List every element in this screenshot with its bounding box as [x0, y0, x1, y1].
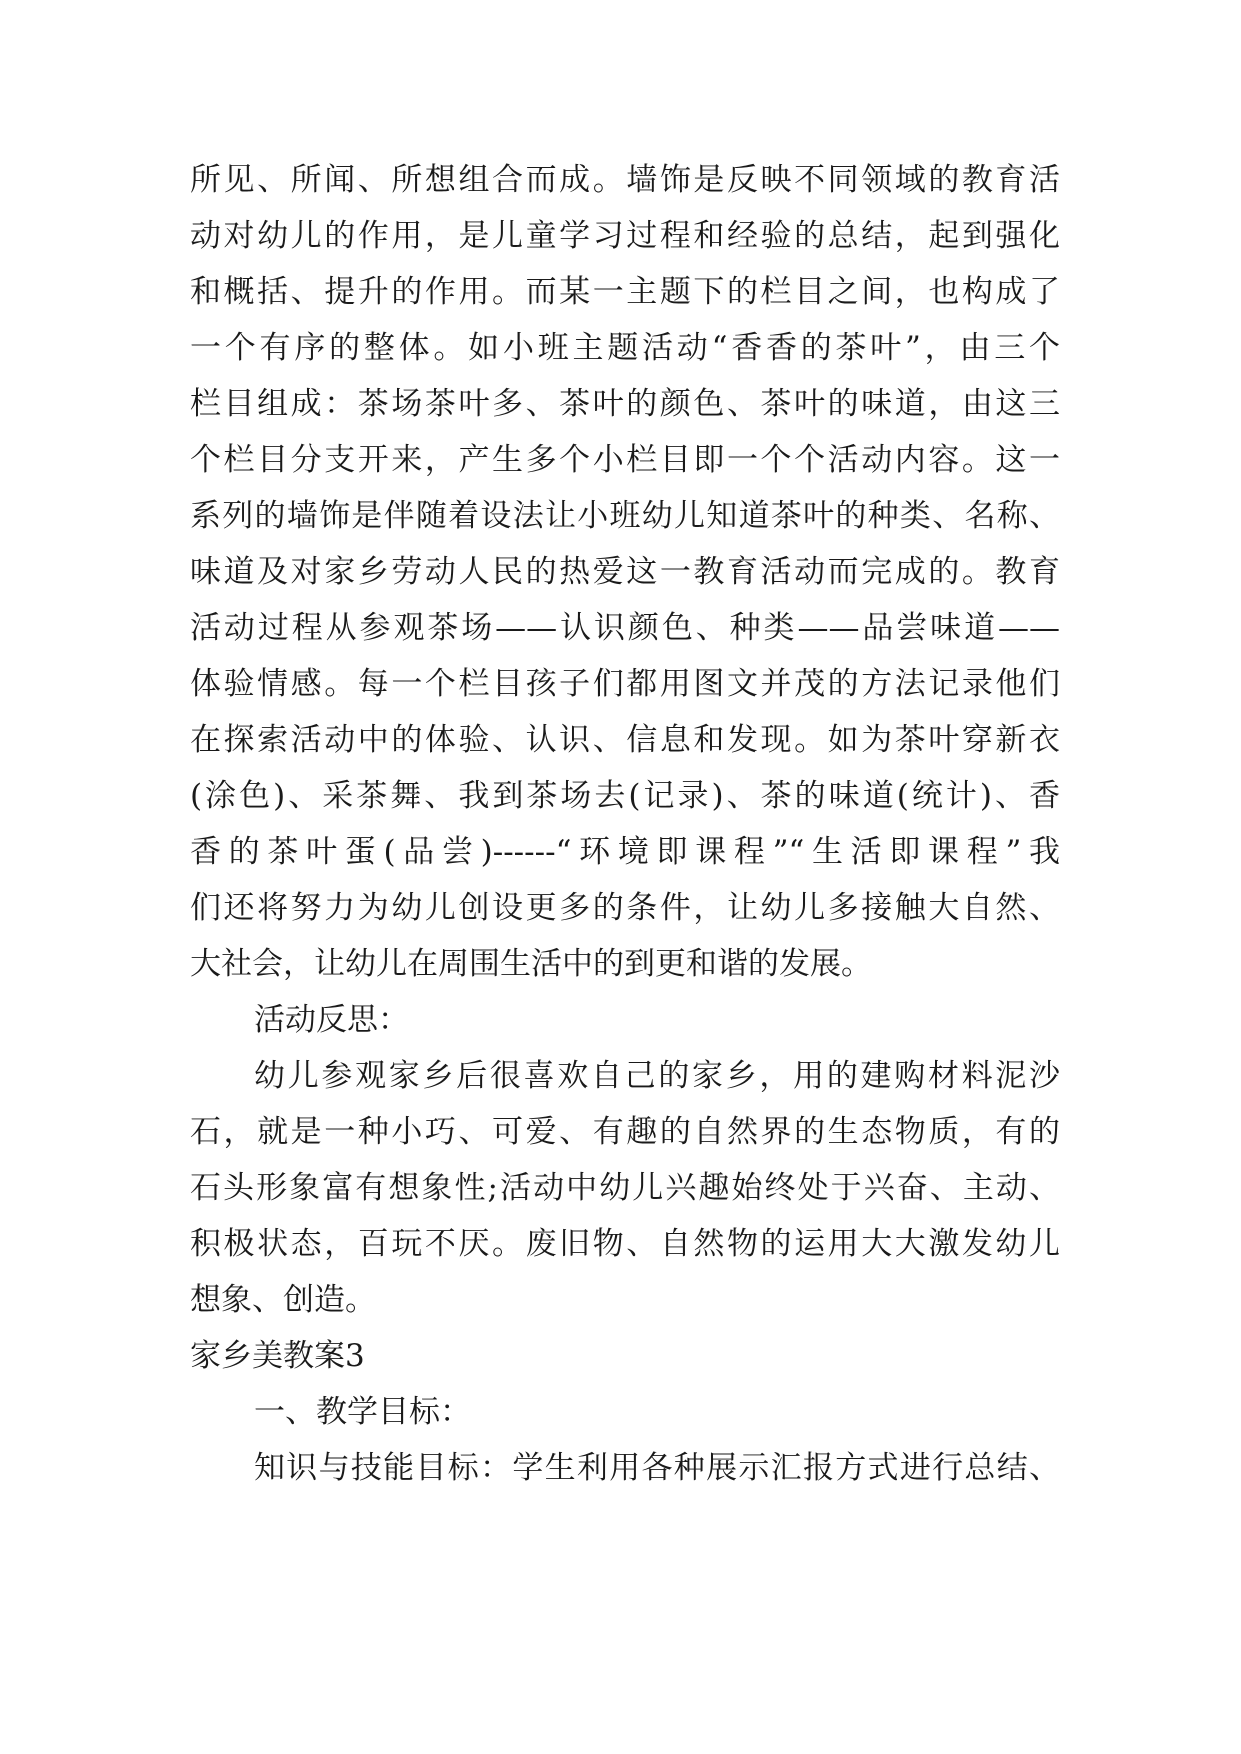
paragraph-line: 个栏目分支开来，产生多个小栏目即一个个活动内容。这一 — [190, 442, 1060, 478]
paragraph-line: 动对幼儿的作用，是儿童学习过程和经验的总结，起到强化 — [190, 218, 1060, 254]
paragraph-wall-decoration — [190, 152, 1060, 992]
paragraph-line: 味道及对家乡劳动人民的热爱这一教育活动而完成的。教育 — [190, 554, 1060, 590]
document-body — [190, 152, 1060, 1496]
objectives-heading: 一、教学目标： — [254, 1394, 471, 1430]
paragraph-line: 活动过程从参观茶场——认识颜色、种类——品尝味道—— — [190, 610, 1060, 646]
paragraph-line: 系列的墙饰是伴随着设法让小班幼儿知道茶叶的种类、名称、 — [190, 498, 1060, 534]
paragraph-line: 和概括、提升的作用。而某一主题下的栏目之间，也构成了 — [190, 274, 1060, 310]
paragraph-line: 石，就是一种小巧、可爱、有趣的自然界的生态物质，有的 — [190, 1114, 1060, 1150]
paragraph-line: 石头形象富有想象性;活动中幼儿兴趣始终处于兴奋、主动、 — [190, 1170, 1060, 1206]
paragraph-reflection — [190, 1048, 1060, 1328]
paragraph-line: 们还将努力为幼儿创设更多的条件，让幼儿多接触大自然、 — [190, 890, 1060, 926]
paragraph-line: 所见、所闻、所想组合而成。墙饰是反映不同领域的教育活 — [190, 162, 1060, 198]
paragraph-line: 栏目组成：茶场茶叶多、茶叶的颜色、茶叶的味道，由这三 — [190, 386, 1060, 422]
section-title: 家乡美教案3 — [190, 1338, 365, 1374]
reflection-heading: 活动反思： — [254, 1002, 409, 1038]
paragraph-line: 一个有序的整体。如小班主题活动“香香的茶叶”，由三个 — [190, 330, 1060, 366]
paragraph-line: 大社会，让幼儿在周围生活中的到更和谐的发展。 — [190, 946, 872, 982]
paragraph-line: 在探索活动中的体验、认识、信息和发现。如为茶叶穿新衣 — [190, 722, 1060, 758]
paragraph-line: 香的茶叶蛋(品尝)------“环境即课程”“生活即课程”我 — [190, 834, 1060, 870]
paragraph-line: 想象、创造。 — [190, 1282, 376, 1318]
paragraph-line: 体验情感。每一个栏目孩子们都用图文并茂的方法记录他们 — [190, 666, 1060, 702]
paragraph-line: 幼儿参观家乡后很喜欢自己的家乡，用的建购材料泥沙 — [254, 1058, 1060, 1094]
objective-line: 知识与技能目标：学生利用各种展示汇报方式进行总结、 — [254, 1450, 1060, 1486]
paragraph-line: (涂色)、采茶舞、我到茶场去(记录)、茶的味道(统计)、香 — [190, 778, 1060, 814]
paragraph-line: 积极状态，百玩不厌。废旧物、自然物的运用大大激发幼儿 — [190, 1226, 1060, 1262]
